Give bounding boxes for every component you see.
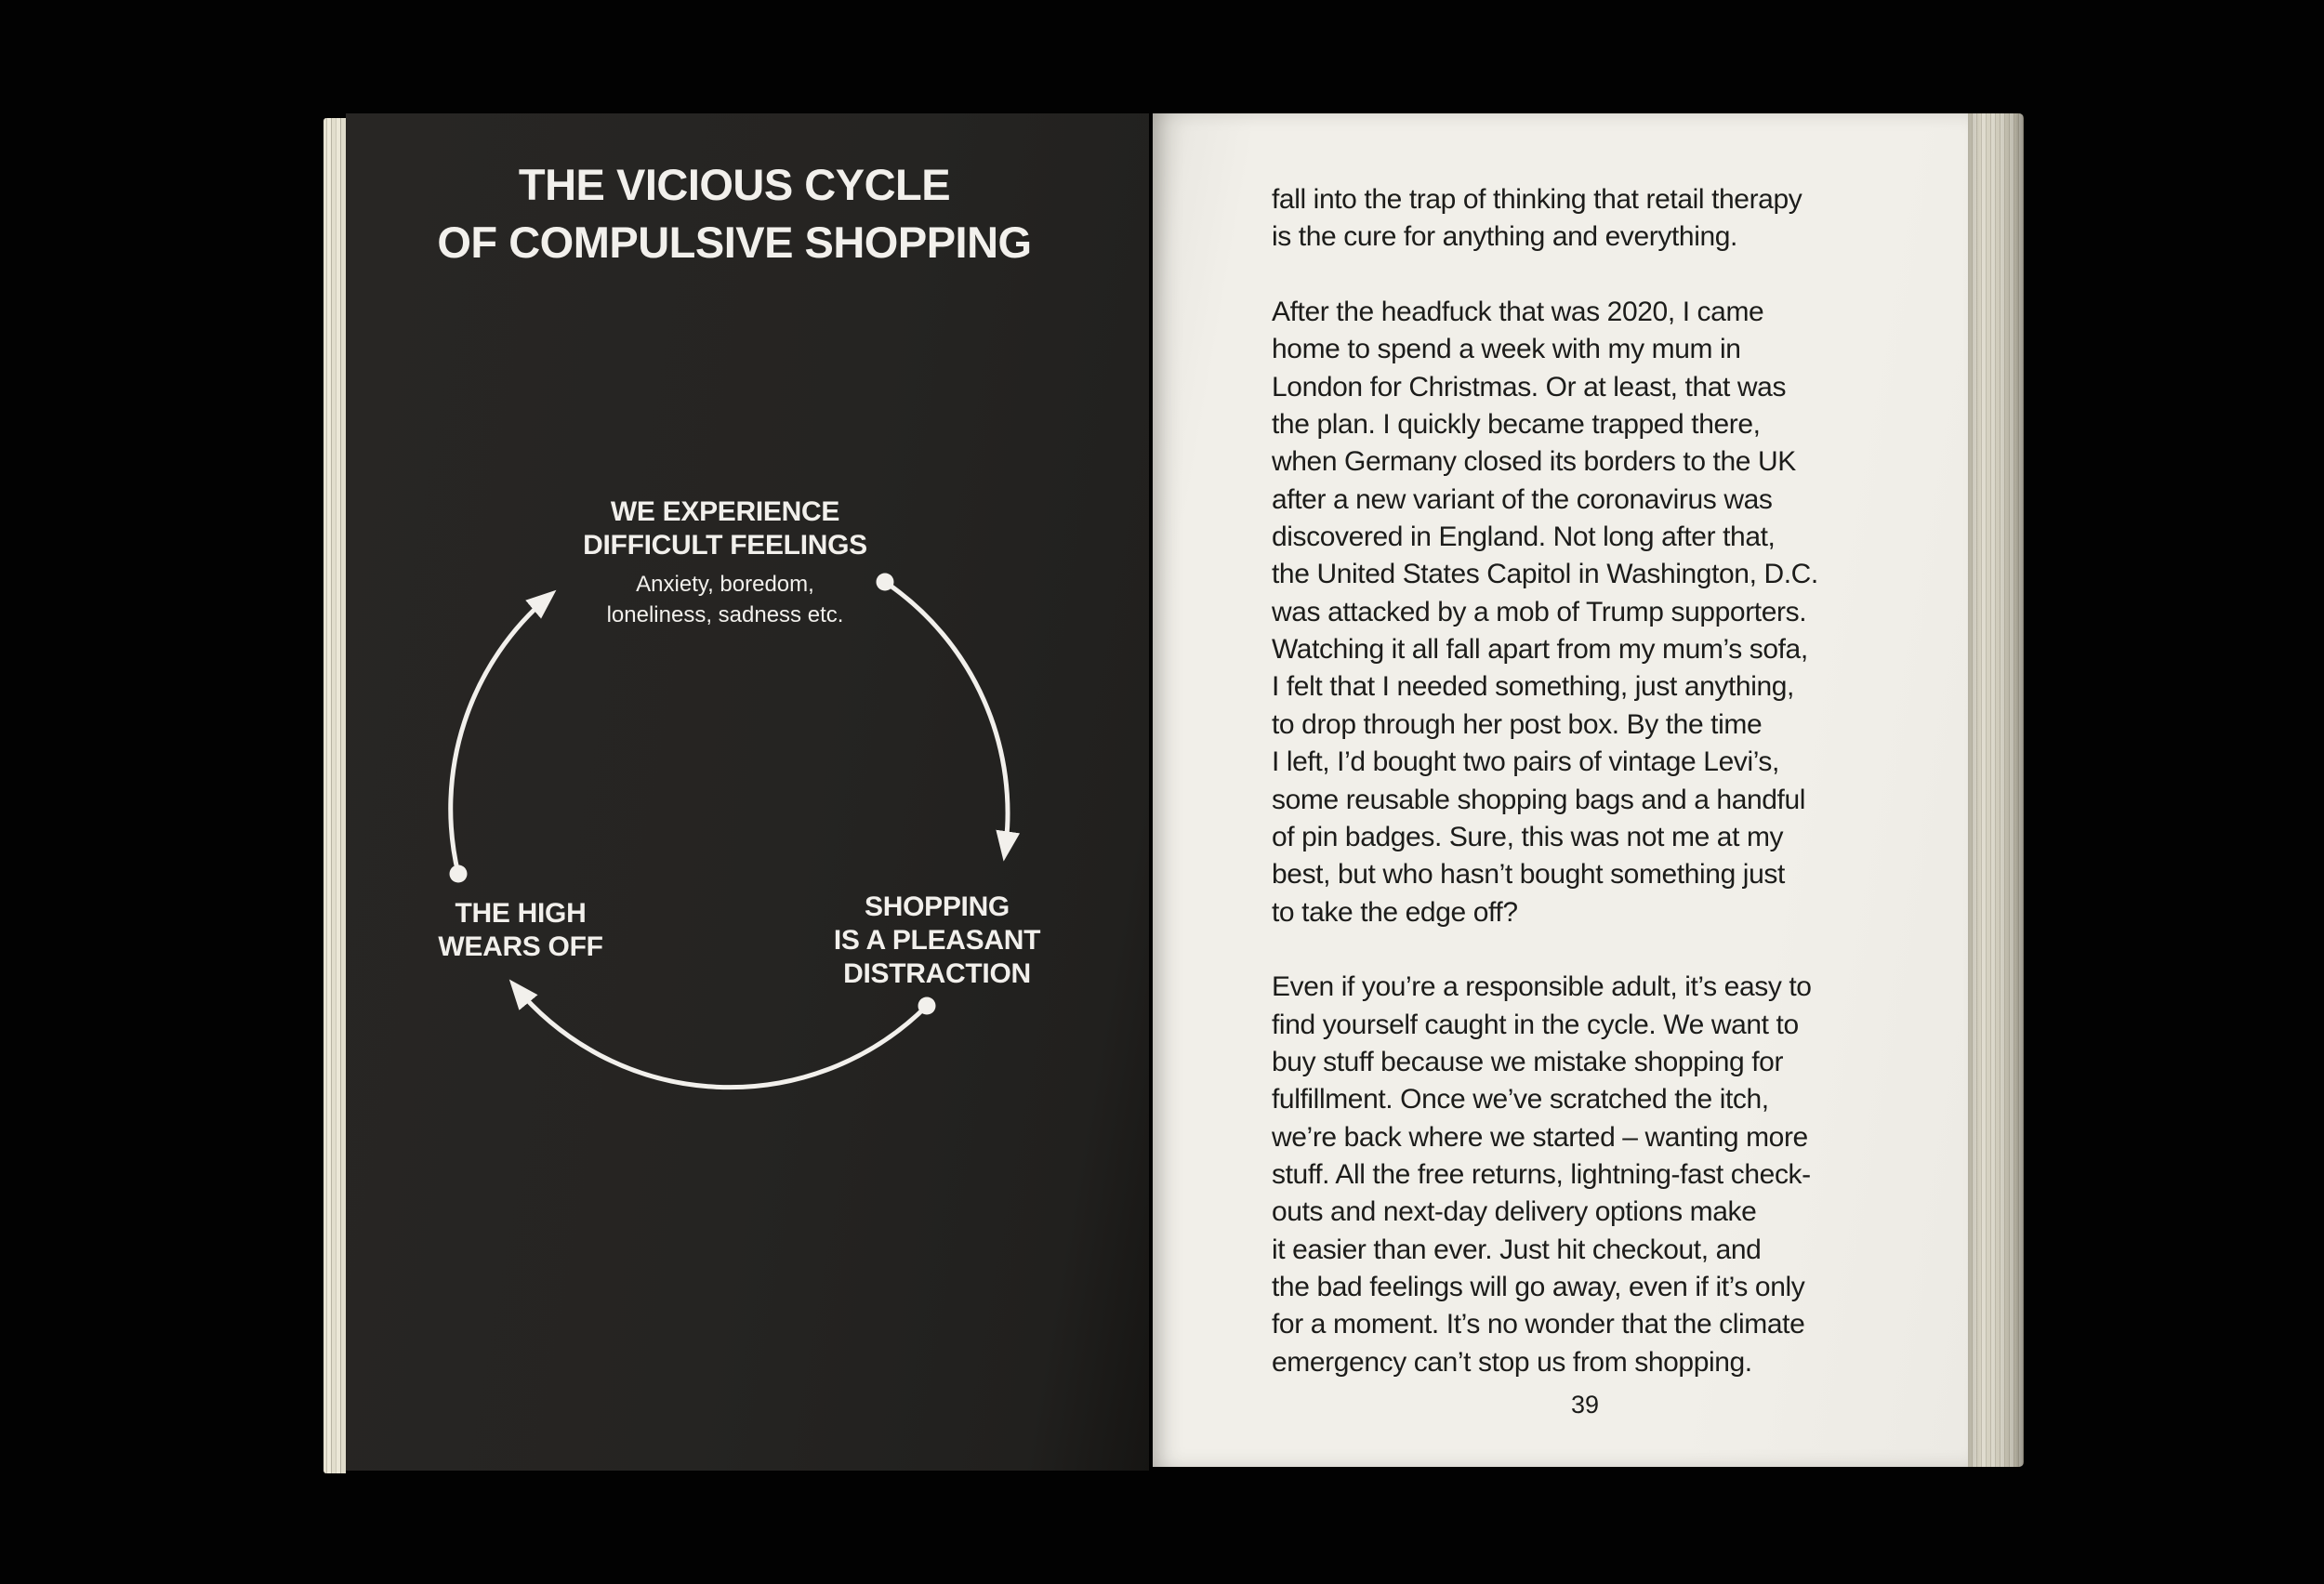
body-text-line: buy stuff because we mistake shopping for bbox=[1272, 1046, 1784, 1077]
body-text-line: some reusable shopping bags and a handful bbox=[1272, 784, 1806, 815]
body-text-line: is the cure for anything and everything. bbox=[1272, 221, 1737, 253]
body-text-line: I felt that I needed something, just anything, bbox=[1272, 671, 1794, 703]
body-text-line: fall into the trap of thinking that retail therapy bbox=[1272, 184, 1802, 215]
page-title-line-2: OF COMPULSIVE SHOPPING bbox=[437, 218, 1032, 267]
node-shopping-line-3: DISTRACTION bbox=[843, 958, 1031, 989]
body-text-line bbox=[1272, 931, 1960, 969]
body-text-line: we’re back where we started – wanting more bbox=[1272, 1121, 1808, 1153]
body-text bbox=[1272, 181, 1960, 1381]
body-text-line: the plan. I quickly became trapped there, bbox=[1272, 409, 1761, 441]
page-title bbox=[437, 156, 1031, 271]
body-text-line: After the headfuck that was 2020, I came bbox=[1272, 297, 1764, 328]
right-page-fore-edge bbox=[1968, 113, 2024, 1467]
node-high-wears-off bbox=[438, 897, 602, 964]
body-text-line: discovered in England. Not long after that, bbox=[1272, 521, 1776, 553]
node-shopping-line-1: SHOPPING bbox=[865, 891, 1010, 922]
node-subtitle-line-1: Anxiety, boredom, bbox=[636, 572, 814, 597]
node-difficult-feelings-subtitle bbox=[583, 569, 867, 630]
body-text-line: Even if you’re a responsible adult, it’s easy to bbox=[1272, 971, 1812, 1003]
node-high-line-2: WEARS OFF bbox=[438, 931, 603, 962]
body-text-line: fulfillment. Once we’ve scratched the itch, bbox=[1272, 1084, 1769, 1115]
body-text-line: outs and next-day delivery options make bbox=[1272, 1196, 1757, 1228]
body-text-line: when Germany closed its borders to the UK bbox=[1272, 446, 1796, 478]
node-shopping-distraction bbox=[834, 891, 1040, 991]
body-text-line bbox=[1272, 257, 1960, 294]
node-subtitle-line-2: loneliness, sadness etc. bbox=[606, 602, 844, 627]
body-text-line: home to spend a week with my mum in bbox=[1272, 334, 1741, 365]
body-text-line: the bad feelings will go away, even if it’s only bbox=[1272, 1271, 1805, 1302]
left-page-fore-edge bbox=[324, 118, 346, 1473]
body-text-line: was attacked by a mob of Trump supporters. bbox=[1272, 596, 1807, 627]
node-difficult-feelings bbox=[583, 495, 867, 630]
body-text-line: best, but who hasn’t bought something just bbox=[1272, 859, 1785, 891]
body-text-line: of pin badges. Sure, this was not me at my bbox=[1272, 821, 1784, 852]
page-title-line-1: THE VICIOUS CYCLE bbox=[518, 160, 951, 209]
node-difficult-feelings-line-2: DIFFICULT FEELINGS bbox=[583, 530, 867, 561]
node-difficult-feelings-line-1: WE EXPERIENCE bbox=[610, 496, 840, 527]
body-text-line: stuff. All the free returns, lightning-fast check- bbox=[1272, 1158, 1811, 1190]
body-text-line: the United States Capitol in Washington, D.C. bbox=[1272, 559, 1818, 590]
body-text-line: I left, I’d bought two pairs of vintage Levi’s, bbox=[1272, 746, 1779, 778]
body-text-line: London for Christmas. Or at least, that was bbox=[1272, 371, 1787, 403]
body-text-line: Watching it all fall apart from my mum’s sofa, bbox=[1272, 634, 1808, 666]
body-text-line: to drop through her post box. By the time bbox=[1272, 708, 1763, 740]
body-text-line: after a new variant of the coronavirus was bbox=[1272, 483, 1773, 515]
body-text-line: for a moment. It’s no wonder that the climate bbox=[1272, 1309, 1805, 1340]
left-page bbox=[346, 113, 1149, 1471]
body-text-line: find yourself caught in the cycle. We want to bbox=[1272, 1009, 1799, 1040]
body-text-line: to take the edge off? bbox=[1272, 896, 1518, 928]
body-text-line: emergency can’t stop us from shopping. bbox=[1272, 1346, 1752, 1378]
node-high-line-1: THE HIGH bbox=[455, 898, 587, 929]
node-shopping-line-2: IS A PLEASANT bbox=[833, 925, 1041, 956]
page-number: 39 bbox=[1570, 1391, 1600, 1419]
body-text-line: it easier than ever. Just hit checkout, and bbox=[1272, 1234, 1762, 1265]
